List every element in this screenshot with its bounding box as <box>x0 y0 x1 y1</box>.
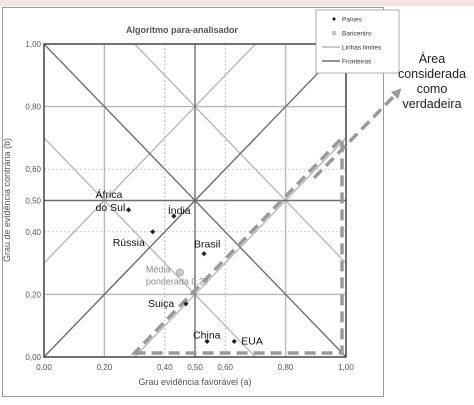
chart-title: Algoritmo para-analisador <box>125 25 239 35</box>
country-label-line2: do Sul <box>95 201 126 214</box>
boundary-lines-layer <box>44 44 346 357</box>
legend-label: Linhas limites <box>342 44 382 52</box>
country-label: EUA <box>241 335 263 348</box>
legend-label: Fronteiras <box>342 58 372 66</box>
country-label: Suiça <box>147 297 175 310</box>
country-point <box>232 339 237 344</box>
country-label: Índia <box>167 205 191 218</box>
barycenter-label-line2: ponderada 0,27 <box>145 276 209 287</box>
y-tick-label: 1,00 <box>25 40 41 49</box>
y-tick-label: 0,50 <box>25 196 41 206</box>
y-tick-label: 0,40 <box>25 227 41 237</box>
country-point <box>150 229 155 234</box>
legend-symbol-barycenter <box>332 31 336 35</box>
y-tick-label: 0,00 <box>25 353 41 362</box>
x-tick-label: 0,40 <box>157 363 173 372</box>
annotation-text: Área <box>418 52 446 66</box>
x-tick-label: 0,50 <box>187 363 203 372</box>
country-label: África <box>95 188 123 201</box>
y-tick-label: 0,60 <box>25 165 41 175</box>
barycenter-label: Média <box>145 264 171 275</box>
y-axis-label: Grau de evidência contrária (b) <box>2 137 12 263</box>
legend-label: Baricentro <box>342 30 372 38</box>
annotation-text: como <box>416 82 448 96</box>
x-tick-label: 0,60 <box>217 363 233 372</box>
x-tick-label: 0,80 <box>277 363 294 372</box>
annotation-arrow <box>314 92 398 178</box>
legend-label: Países <box>342 16 362 24</box>
y-tick-label: 0,80 <box>25 102 41 112</box>
x-axis-label: Grau evidência favorável (a) <box>138 377 252 387</box>
country-points-layer <box>96 188 263 347</box>
x-tick-label: 0,20 <box>96 363 113 372</box>
country-label: Rússia <box>112 236 145 249</box>
y-tick-label: 0,20 <box>25 290 41 300</box>
legend <box>316 10 399 73</box>
country-point <box>126 207 131 212</box>
annotation-text: considerada <box>397 67 467 81</box>
x-tick-label: 0,00 <box>36 363 52 372</box>
country-point <box>201 251 206 256</box>
x-tick-label: 1,00 <box>338 363 354 372</box>
annotation-text: verdadeira <box>402 97 462 111</box>
barycenter-point <box>176 269 183 276</box>
country-label: Brasil <box>194 238 221 251</box>
country-label: China <box>193 329 221 342</box>
